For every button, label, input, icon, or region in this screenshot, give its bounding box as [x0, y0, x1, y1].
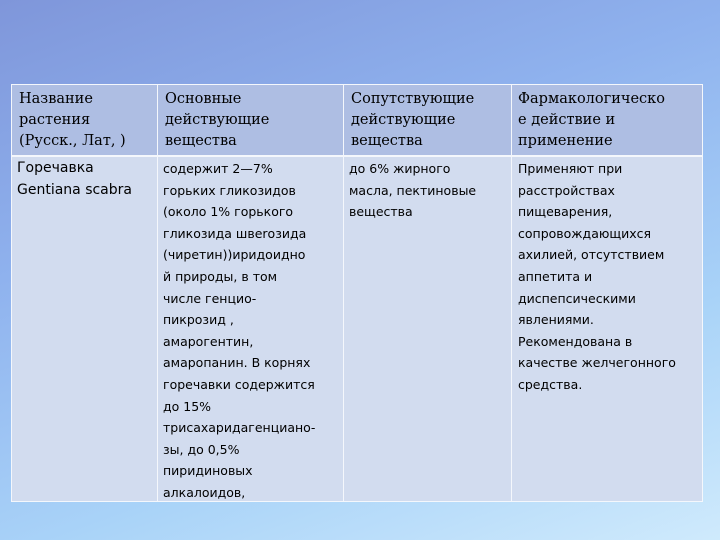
header-main-substances: Основные действующие вещества: [165, 91, 270, 149]
column-divider: [157, 85, 158, 501]
cell-accompanying-substances: до 6% жирного масла, пектиновые вещества: [349, 161, 477, 220]
header-pharmacological-action: Фармакологическо е действие и применение: [518, 91, 665, 149]
cell-main-substances: содержит 2—7% горьких гликозидов (около 1% горького гликозида швerозида (чиретин))иридоидно й природы, в том числе генцио- пикрозид , амарогентин, амаропанин. В корнях горечавки содержится до 15% трисахаридагенциано- зы, до 0,5% пиридиновых алкалоидов,: [163, 161, 316, 500]
column-divider: [343, 85, 344, 501]
table-row: [12, 157, 702, 501]
cell-pharmacological-action: Применяют при расстройствах пищеварения, сопровождающихся ахилией, отсутствием аппетита и диспепсическими явлениями. Рекомендована в качестве желчегонного средства.: [518, 161, 676, 392]
cell-plant-name: Горечавка Gentiana scabra: [17, 160, 132, 198]
header-accompanying-substances: Сопутствующие действующие вещества: [351, 91, 475, 149]
plant-table: [11, 84, 703, 502]
column-divider: [511, 85, 512, 501]
table-header-row: [12, 85, 702, 157]
header-plant-name: Название растения (Русск., Лат, ): [19, 91, 126, 149]
